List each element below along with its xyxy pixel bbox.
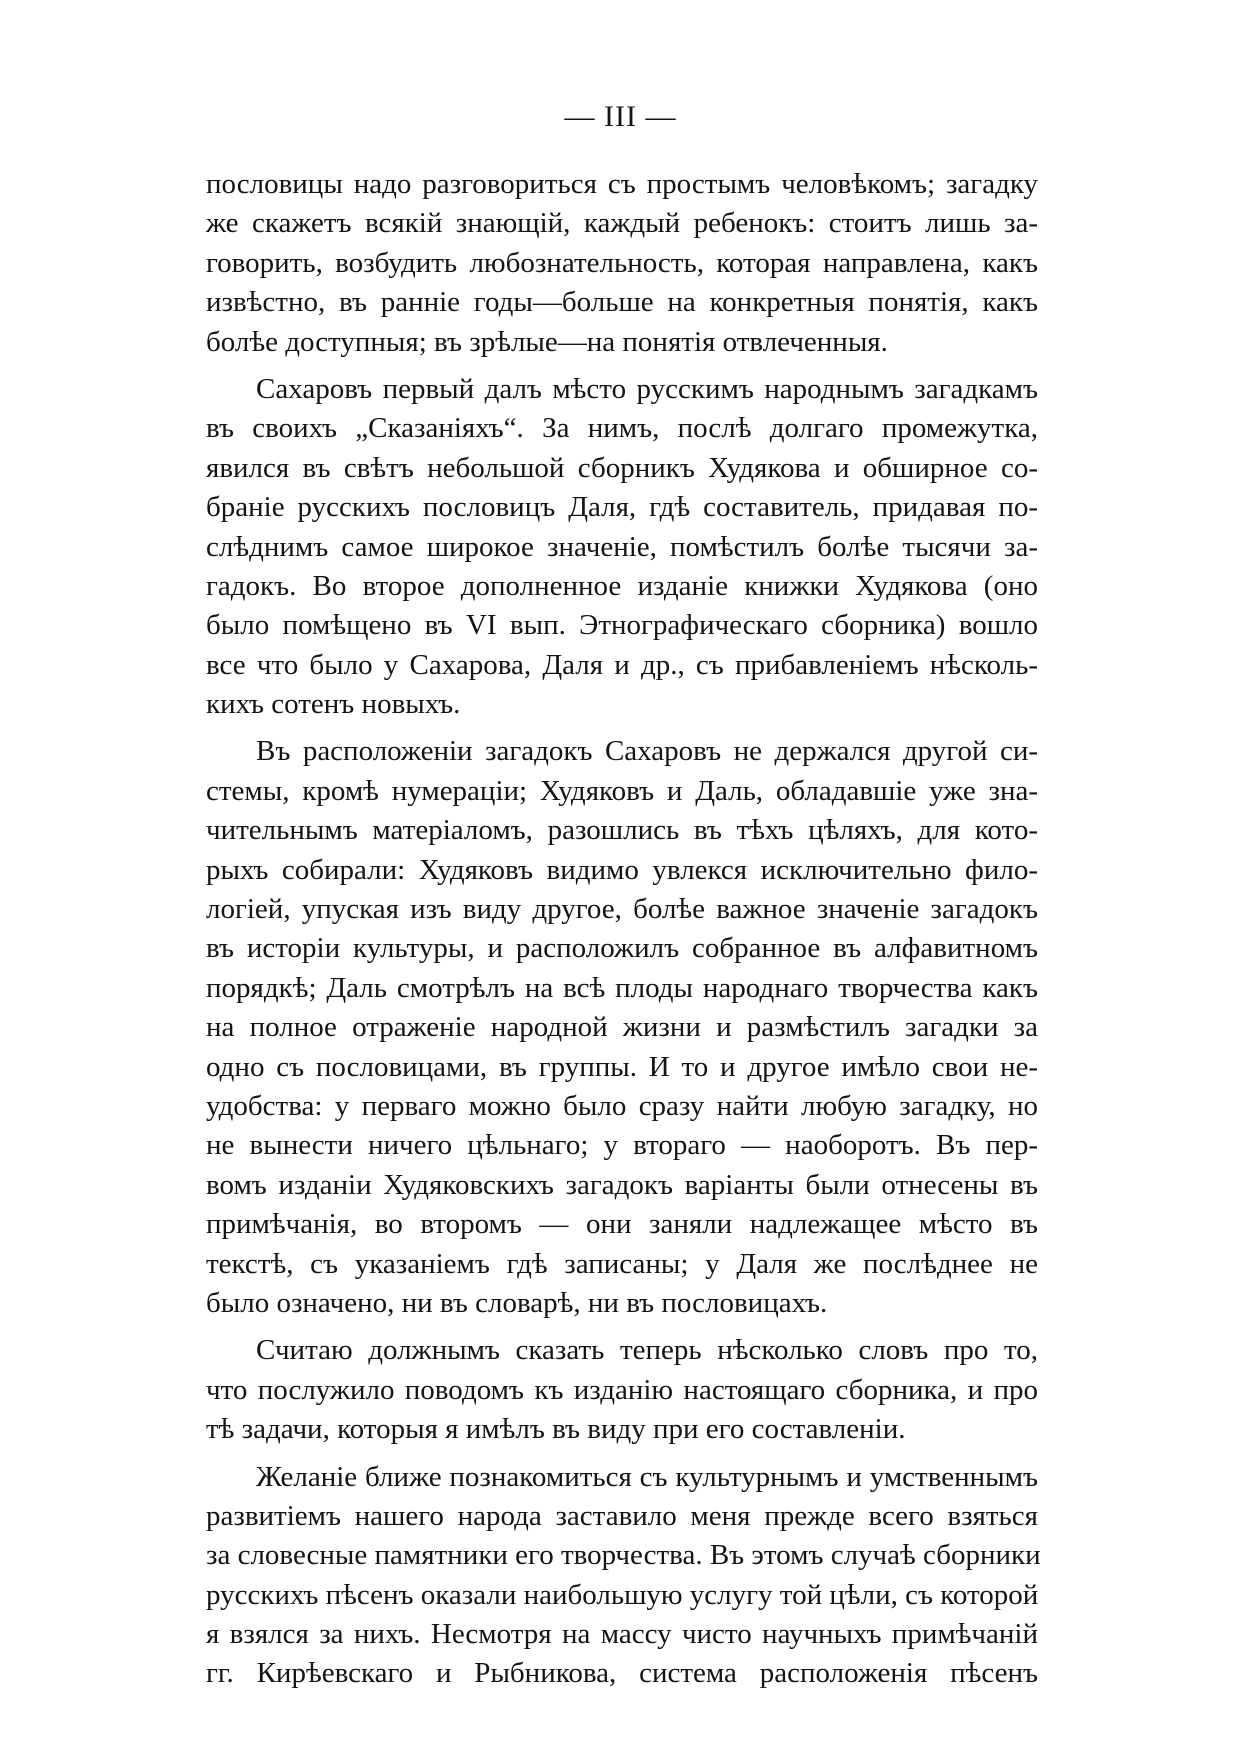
text-line: я взялся за нихъ. Несмотря на массу чисто научныхъ примѣчаній xyxy=(206,1618,1038,1651)
text-line: удобства: у перваго можно было сразу найти любую загадку, но xyxy=(206,1089,1038,1122)
text-line: Въ расположеніи загадокъ Сахаровъ не держался другой си- xyxy=(256,735,1038,768)
text-line: текстѣ, съ указаніемъ гдѣ записаны; у Даля же послѣднее не xyxy=(206,1247,1038,1280)
text-line: все что было у Сахарова, Даля и др., съ прибавленіемъ нѣсколь- xyxy=(206,648,1038,681)
text-line: Считаю должнымъ сказать теперь нѣсколько словъ про то, xyxy=(256,1334,1038,1367)
text-line: болѣе доступныя; въ зрѣлые—на понятія отвлеченныя. xyxy=(206,325,888,358)
text-line: же скажетъ всякій знающій, каждый ребенокъ: стоитъ лишь за- xyxy=(206,207,1038,240)
text-line: за словесные памятники его творчества. Въ этомъ случаѣ сборники xyxy=(206,1539,1041,1572)
paragraph xyxy=(206,732,1038,1323)
text-line: гадокъ. Во второе дополненное изданіе книжки Худякова (оно xyxy=(206,569,1038,602)
text-line: что послужило поводомъ къ изданію настоящаго сборника, и про xyxy=(206,1373,1038,1406)
text-line: Сахаровъ первый далъ мѣсто русскимъ народнымъ загадкамъ xyxy=(256,372,1038,405)
text-line: Желаніе ближе познакомиться съ культурнымъ и умственнымъ xyxy=(256,1460,1038,1493)
text-line: порядкѣ; Даль смотрѣлъ на всѣ плоды народнаго творчества какъ xyxy=(206,971,1038,1004)
text-line: слѣднимъ самое широкое значеніе, помѣстилъ болѣе тысячи за- xyxy=(206,530,1038,563)
page-number: — III — xyxy=(564,100,677,133)
text-line: было означено, ни въ словарѣ, ни въ пословицахъ. xyxy=(206,1286,828,1319)
text-line: явился въ свѣтъ небольшой сборникъ Худякова и обширное со- xyxy=(206,451,1038,484)
text-line: одно съ пословицами, въ группы. И то и другое имѣло свои не- xyxy=(206,1050,1038,1083)
text-line: говорить, возбудить любознательность, которая направлена, какъ xyxy=(206,246,1038,279)
text-line: пословицы надо разговориться съ простымъ человѣкомъ; загадку xyxy=(206,168,1038,200)
text-line: чительнымъ матеріаломъ, разошлись въ тѣхъ цѣляхъ, для кото- xyxy=(206,814,1038,847)
text-line: браніе русскихъ пословицъ Даля, гдѣ составитель, придавая по- xyxy=(206,491,1038,524)
text-line: русскихъ пѣсенъ оказали наибольшую услугу той цѣли, съ которой xyxy=(206,1578,1039,1611)
text-line: гг. Кирѣевскаго и Рыбникова, система расположенія пѣсенъ xyxy=(206,1657,1038,1690)
text-line: рыхъ собирали: Худяковъ видимо увлекся исключительно фило- xyxy=(206,853,1038,886)
text-line: примѣчанія, во второмъ — они заняли надлежащее мѣсто въ xyxy=(206,1208,1038,1241)
text-line: логіей, упуская изъ виду другое, болѣе важное значеніе загадокъ xyxy=(206,893,1038,926)
paragraph xyxy=(206,165,1038,362)
text-line: тѣ задачи, которыя я имѣлъ въ виду при его составленіи. xyxy=(206,1413,906,1446)
text-line: на полное отраженіе народной жизни и размѣстилъ загадки за xyxy=(206,1011,1038,1044)
text-line: развитіемъ нашего народа заставило меня прежде всего взяться xyxy=(206,1499,1038,1532)
text-body xyxy=(206,165,1041,1694)
text-line: въ своихъ „Сказаніяхъ“. За нимъ, послѣ долгаго промежутка, xyxy=(206,412,1038,445)
text-line: вомъ изданіи Худяковскихъ загадокъ варіанты были отнесены въ xyxy=(206,1168,1038,1201)
text-line: извѣстно, въ раннiе годы—больше на конкретныя понятія, какъ xyxy=(206,286,1038,319)
paragraph xyxy=(206,370,1038,725)
text-line: стемы, кромѣ нумераціи; Худяковъ и Даль, обладавшіе уже зна- xyxy=(206,774,1038,807)
text-line: было помѣщено въ VI вып. Этнографическаго сборника) вошло xyxy=(206,609,1038,642)
text-line: въ исторіи культуры, и расположилъ собранное въ алфавитномъ xyxy=(206,932,1038,965)
text-line: не вынести ничего цѣльнаго; у втораго — наоборотъ. Въ пер- xyxy=(206,1129,1038,1162)
paragraph xyxy=(206,1331,1038,1449)
paragraph xyxy=(206,1458,1041,1694)
text-line: кихъ сотенъ новыхъ. xyxy=(206,688,461,721)
